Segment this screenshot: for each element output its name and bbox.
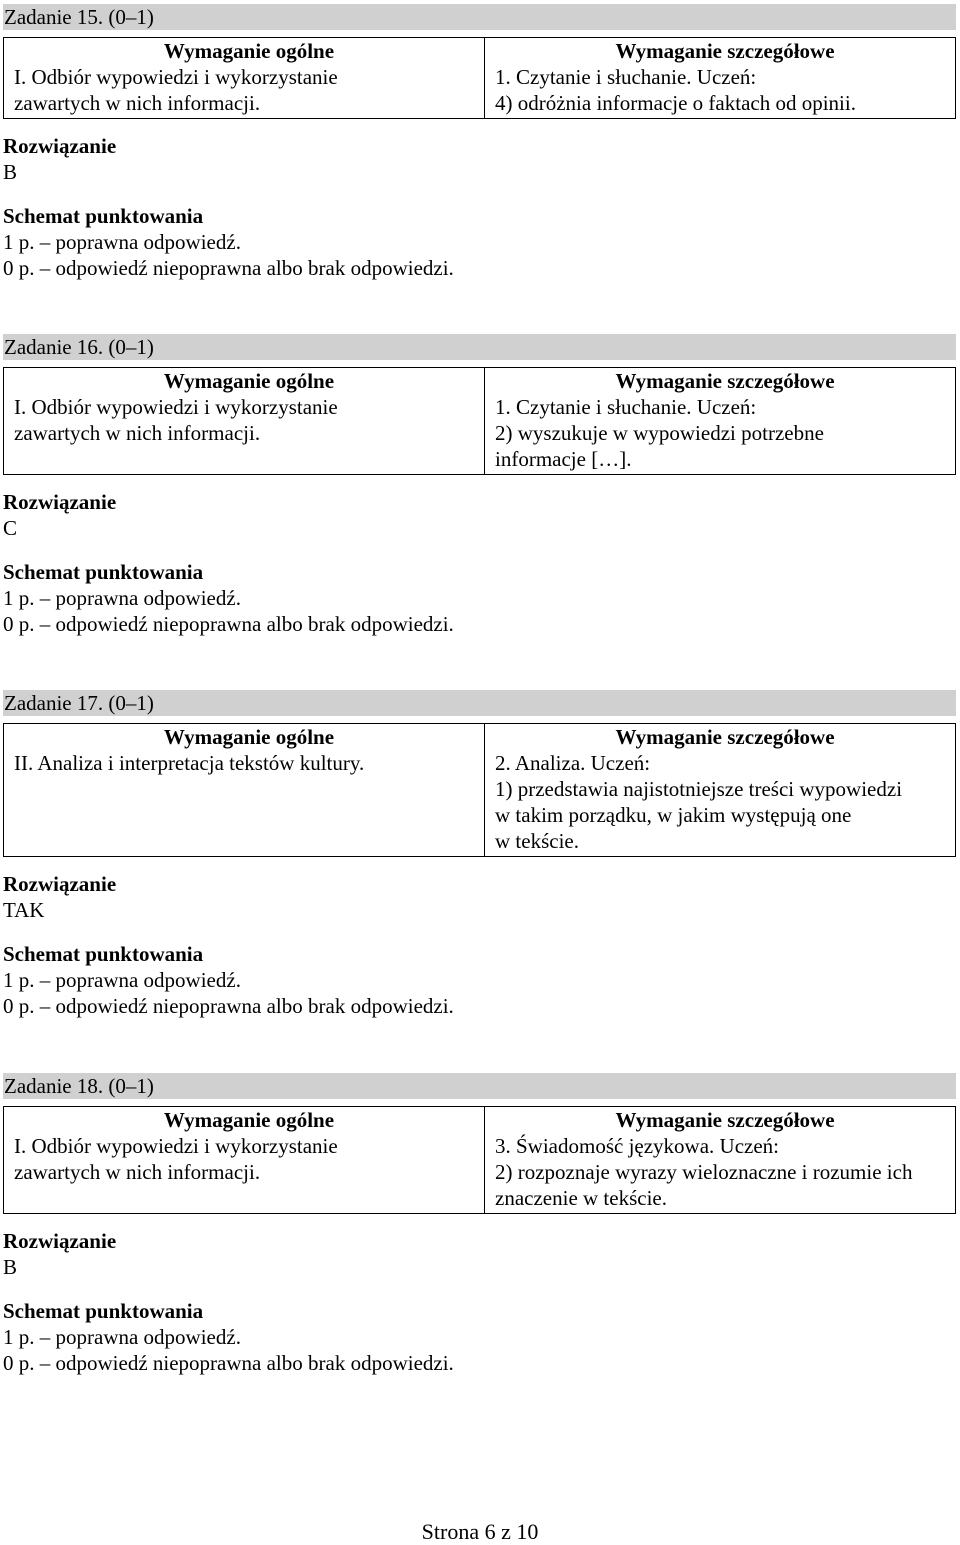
specific-requirement-title: Wymaganie szczegółowe xyxy=(615,39,835,63)
general-requirement-cell xyxy=(4,38,485,119)
specific-requirement-line: 2) rozpoznaje wyrazy wieloznaczne i rozumie ich xyxy=(495,1160,913,1184)
scoring-line: 1 p. – poprawna odpowiedź. xyxy=(3,586,241,610)
solution-title: Rozwiązanie xyxy=(3,872,117,896)
general-requirement-title: Wymaganie ogólne xyxy=(163,725,335,749)
scoring-title: Schemat punktowania xyxy=(3,1299,204,1323)
task-header: Zadanie 15. (0–1) xyxy=(3,4,956,30)
scoring-title: Schemat punktowania xyxy=(3,204,204,228)
specific-requirement-line: 1. Czytanie i słuchanie. Uczeń: xyxy=(495,395,757,419)
requirements-table xyxy=(3,367,956,475)
general-requirement-line: II. Analiza i interpretacja tekstów kultury. xyxy=(14,751,365,775)
specific-requirement-line: 4) odróżnia informacje o faktach od opinii. xyxy=(495,91,856,115)
general-requirement-title: Wymaganie ogólne xyxy=(163,1108,335,1132)
page-number-footer: Strona 6 z 10 xyxy=(421,1519,539,1544)
task-16 xyxy=(3,334,956,637)
solution-title: Rozwiązanie xyxy=(3,1229,117,1253)
scoring-line: 1 p. – poprawna odpowiedź. xyxy=(3,968,241,992)
general-requirement-line: I. Odbiór wypowiedzi i wykorzystanie xyxy=(14,65,338,89)
general-requirement-line: I. Odbiór wypowiedzi i wykorzystanie xyxy=(14,395,338,419)
scoring-title: Schemat punktowania xyxy=(3,560,204,584)
specific-requirement-line: w takim porządku, w jakim występują one xyxy=(495,803,852,827)
solution-answer: B xyxy=(3,1255,18,1279)
general-requirement-title: Wymaganie ogólne xyxy=(163,39,335,63)
specific-requirement-line: 2. Analiza. Uczeń: xyxy=(495,751,651,775)
task-15 xyxy=(3,4,956,281)
general-requirement-title: Wymaganie ogólne xyxy=(163,369,335,393)
general-requirement-cell xyxy=(4,1107,485,1214)
general-requirement-line: zawartych w nich informacji. xyxy=(14,421,261,445)
general-requirement-cell xyxy=(4,368,485,475)
scoring-line: 1 p. – poprawna odpowiedź. xyxy=(3,230,241,254)
solution-title: Rozwiązanie xyxy=(3,134,117,158)
specific-requirement-line: 3. Świadomość językowa. Uczeń: xyxy=(495,1134,780,1158)
requirements-table xyxy=(3,37,956,119)
scoring-line: 0 p. – odpowiedź niepoprawna albo brak odpowiedzi. xyxy=(3,256,454,280)
task-header: Zadanie 17. (0–1) xyxy=(3,690,956,716)
solution-answer: C xyxy=(3,516,18,540)
general-requirement-line: zawartych w nich informacji. xyxy=(14,91,261,115)
general-requirement-line: I. Odbiór wypowiedzi i wykorzystanie xyxy=(14,1134,338,1158)
specific-requirement-line: znaczenie w tekście. xyxy=(495,1186,667,1210)
task-17 xyxy=(3,690,956,1019)
general-requirement-cell xyxy=(4,724,485,857)
specific-requirement-line: informacje […]. xyxy=(495,447,632,471)
specific-requirement-cell xyxy=(485,368,956,475)
specific-requirement-cell xyxy=(485,38,956,119)
specific-requirement-cell xyxy=(485,1107,956,1214)
task-18 xyxy=(3,1073,956,1376)
scoring-line: 0 p. – odpowiedź niepoprawna albo brak odpowiedzi. xyxy=(3,612,454,636)
specific-requirement-line: 1. Czytanie i słuchanie. Uczeń: xyxy=(495,65,757,89)
requirements-table xyxy=(3,1106,956,1214)
task-header: Zadanie 16. (0–1) xyxy=(3,334,956,360)
specific-requirement-cell xyxy=(485,724,956,857)
solution-title: Rozwiązanie xyxy=(3,490,117,514)
specific-requirement-title: Wymaganie szczegółowe xyxy=(615,369,835,393)
general-requirement-line: zawartych w nich informacji. xyxy=(14,1160,261,1184)
requirements-table xyxy=(3,723,956,857)
scoring-line: 0 p. – odpowiedź niepoprawna albo brak odpowiedzi. xyxy=(3,994,454,1018)
scoring-title: Schemat punktowania xyxy=(3,942,204,966)
specific-requirement-title: Wymaganie szczegółowe xyxy=(615,725,835,749)
specific-requirement-line: w tekście. xyxy=(495,829,579,853)
scoring-line: 0 p. – odpowiedź niepoprawna albo brak odpowiedzi. xyxy=(3,1351,454,1375)
specific-requirement-line: 1) przedstawia najistotniejsze treści wypowiedzi xyxy=(495,777,903,801)
task-header: Zadanie 18. (0–1) xyxy=(3,1073,956,1099)
solution-answer: TAK xyxy=(3,898,45,922)
solution-answer: B xyxy=(3,160,18,184)
specific-requirement-title: Wymaganie szczegółowe xyxy=(615,1108,835,1132)
scoring-line: 1 p. – poprawna odpowiedź. xyxy=(3,1325,241,1349)
specific-requirement-line: 2) wyszukuje w wypowiedzi potrzebne xyxy=(495,421,824,445)
